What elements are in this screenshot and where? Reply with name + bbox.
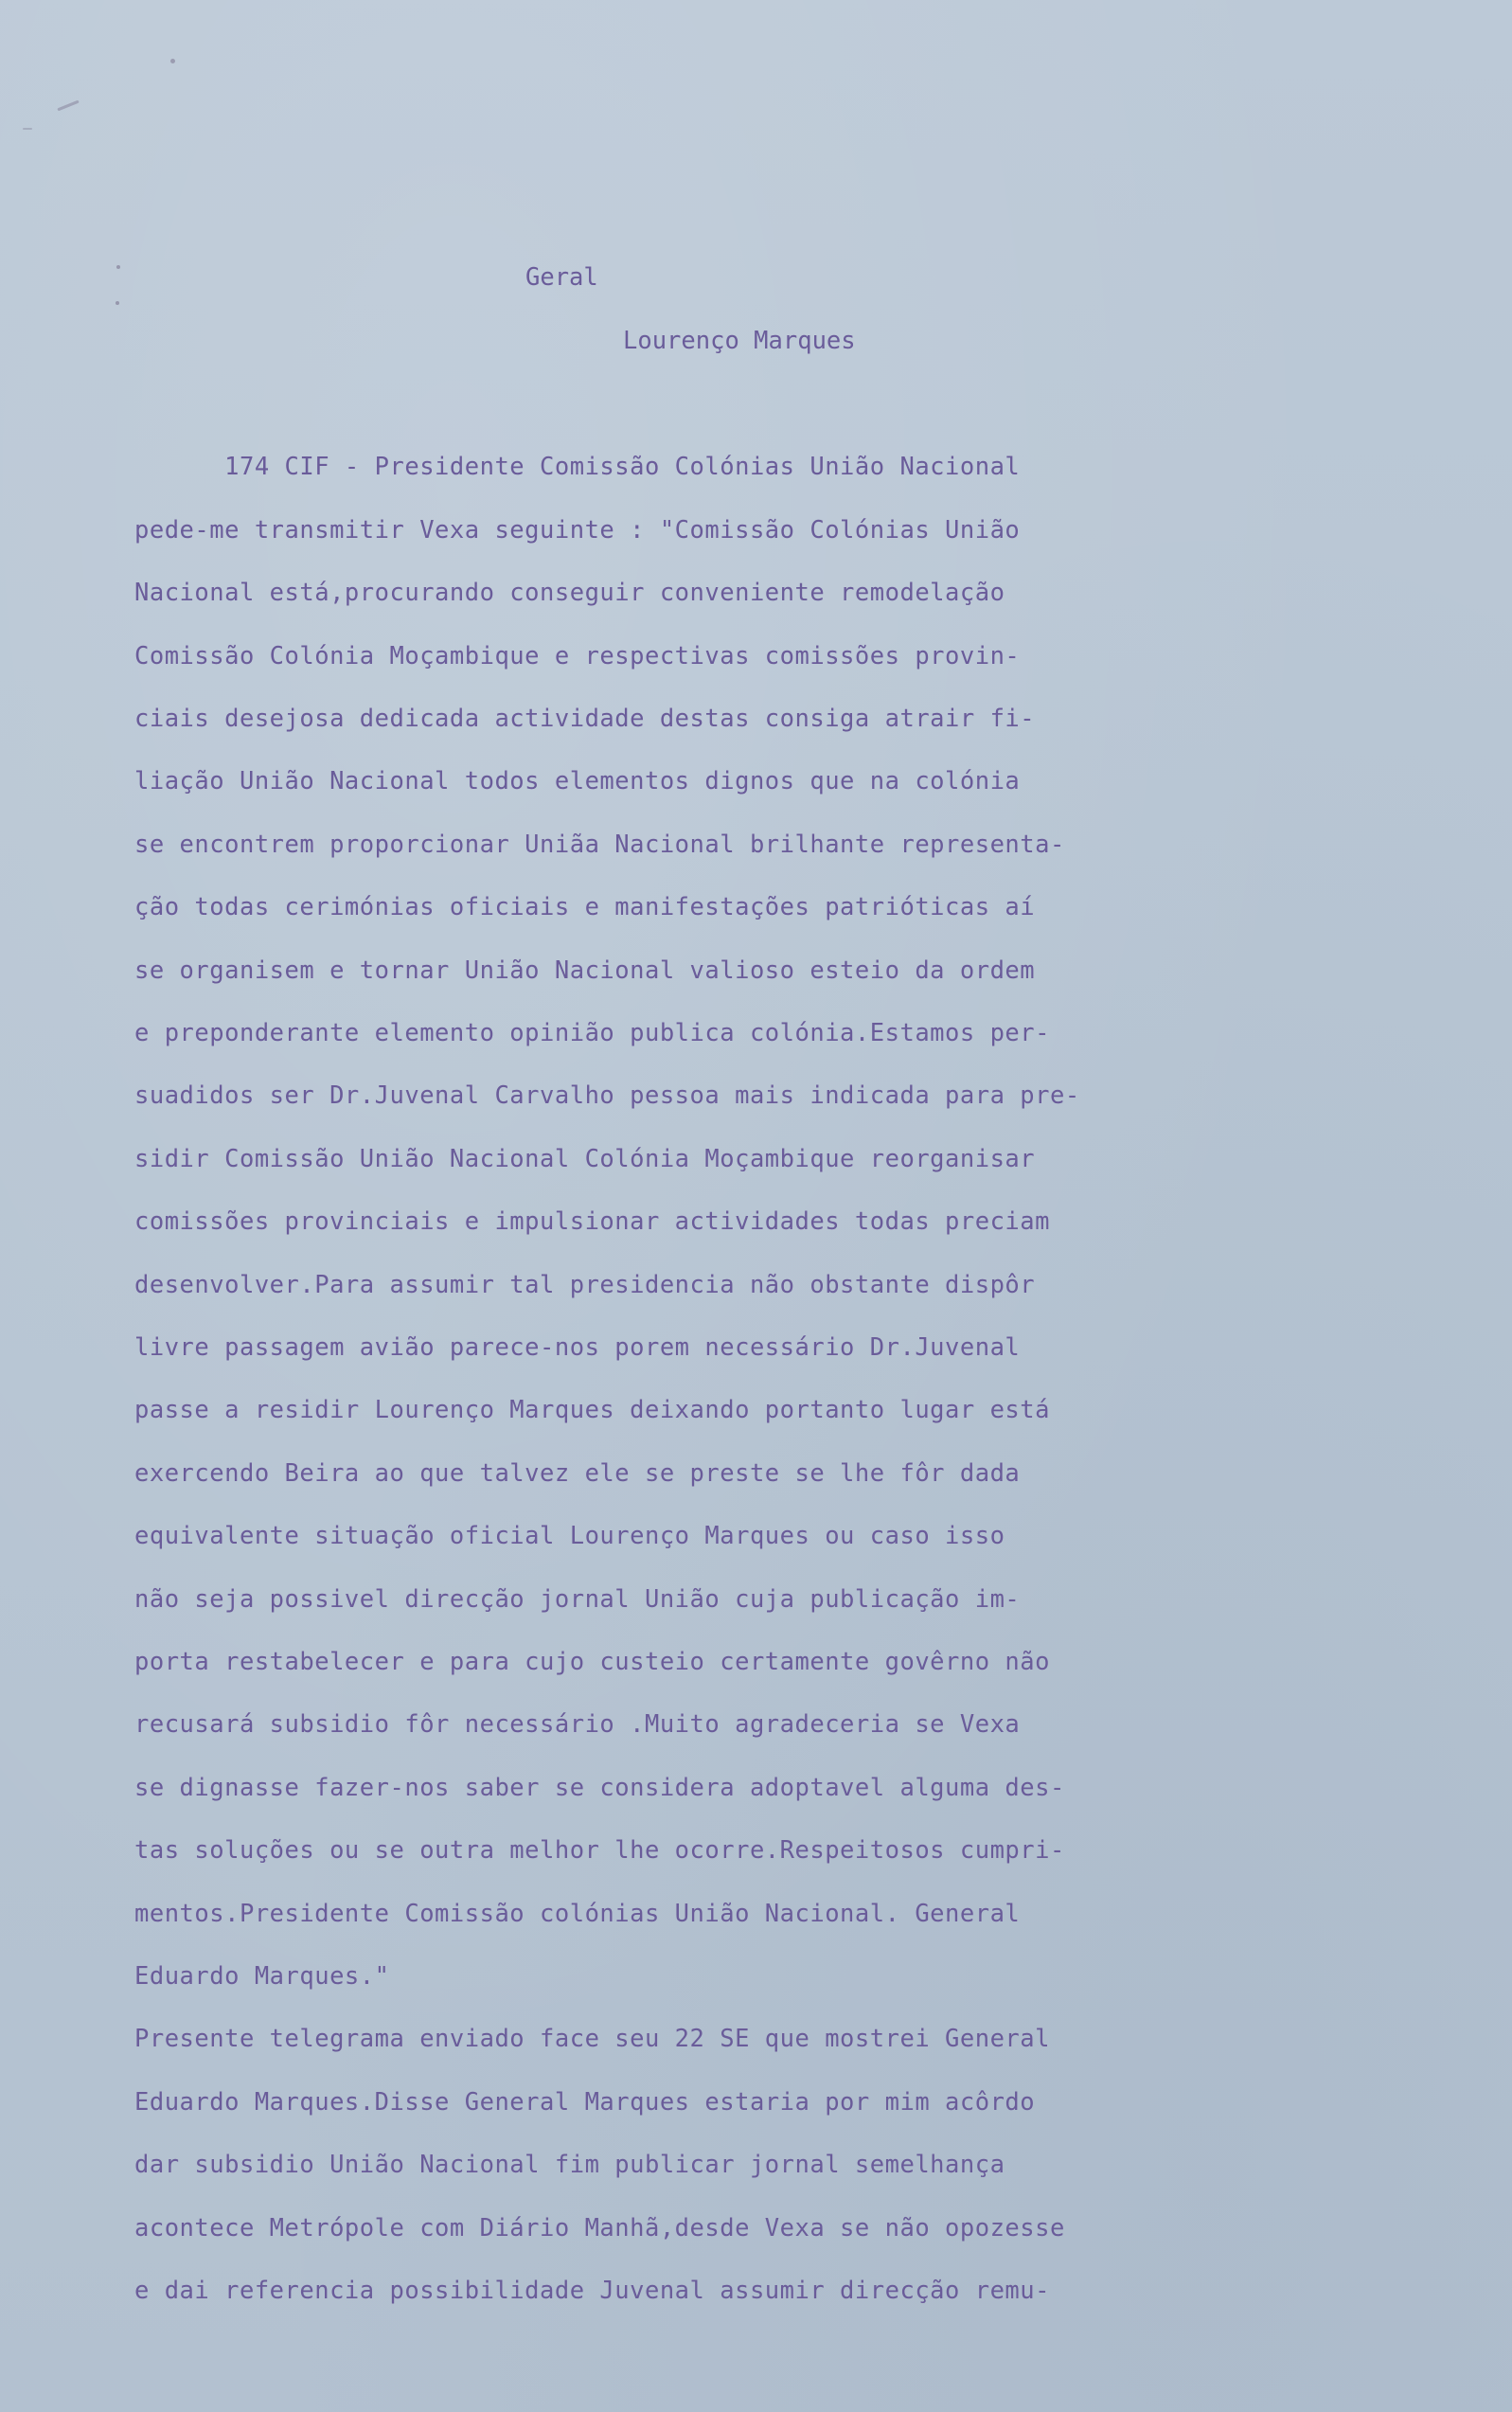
ink-speck: [116, 301, 119, 305]
text-line: Eduardo Marques.Disse General Marques estaria por mim acôrdo: [134, 2088, 1036, 2117]
text-line: Eduardo Marques.": [134, 1962, 390, 1991]
text-line: comissões provinciais e impulsionar actividades todas preciam: [134, 1207, 1050, 1236]
text-line: e dai referencia possibilidade Juvenal assumir direcção remu-: [134, 2277, 1050, 2305]
text-line: mentos.Presidente Comissão colónias União Nacional. General: [134, 1900, 1021, 1928]
text-line: acontece Metrópole com Diário Manhã,desde Vexa se não opozesse: [134, 2214, 1065, 2242]
text-line: porta restabelecer e para cujo custeio certamente govêrno não: [134, 1648, 1050, 1676]
text-line: liação União Nacional todos elementos dignos que na colónia: [134, 767, 1021, 795]
place-heading: Lourenço Marques: [623, 327, 856, 355]
text-line: pede-me transmitir Vexa seguinte : "Comissão Colónias União: [134, 516, 1021, 545]
text-line: ciais desejosa dedicada actividade destas consiga atrair fi-: [134, 705, 1036, 733]
text-line: exercendo Beira ao que talvez ele se preste se lhe fôr dada: [134, 1459, 1021, 1488]
text-line: se dignasse fazer-nos saber se considera adoptavel alguma des-: [134, 1774, 1065, 1802]
text-line: recusará subsidio fôr necessário .Muito agradeceria se Vexa: [134, 1710, 1021, 1739]
text-line: passe a residir Lourenço Marques deixando portanto lugar está: [134, 1396, 1050, 1424]
ink-speck: [170, 59, 175, 63]
text-line: não seja possivel direcção jornal União cuja publicação im-: [134, 1585, 1021, 1614]
text-line: suadidos ser Dr.Juvenal Carvalho pessoa mais indicada para pre-: [134, 1081, 1080, 1110]
text-line: equivalente situação oficial Lourenço Marques ou caso isso: [134, 1522, 1005, 1550]
text-line: livre passagem avião parece-nos porem necessário Dr.Juvenal: [134, 1333, 1021, 1362]
text-line: sidir Comissão União Nacional Colónia Moçambique reorganisar: [134, 1145, 1036, 1173]
text-line: dar subsidio União Nacional fim publicar jornal semelhança: [134, 2151, 1005, 2179]
ink-speck: [57, 100, 79, 112]
ink-speck: [23, 128, 32, 130]
text-line: desenvolver.Para assumir tal presidencia não obstante dispôr: [134, 1271, 1036, 1299]
text-line: se organisem e tornar União Nacional valioso esteio da ordem: [134, 956, 1036, 985]
text-line: tas soluções ou se outra melhor lhe ocorre.Respeitosos cumpri-: [134, 1836, 1065, 1865]
text-line: Comissão Colónia Moçambique e respectivas comissões provin-: [134, 642, 1021, 670]
text-line: e preponderante elemento opinião publica colónia.Estamos per-: [134, 1019, 1050, 1047]
text-line: Presente telegrama enviado face seu 22 SE que mostrei General: [134, 2025, 1050, 2053]
ink-speck: [116, 265, 120, 269]
section-heading: Geral: [525, 263, 598, 292]
text-line: ção todas cerimónias oficiais e manifestações patrióticas aí: [134, 893, 1036, 921]
text-line: se encontrem proporcionar Uniãa Nacional brilhante representa-: [134, 831, 1065, 859]
text-line: Nacional está,procurando conseguir conveniente remodelação: [134, 579, 1005, 607]
text-line: 174 CIF - Presidente Comissão Colónias União Nacional: [134, 453, 1021, 481]
